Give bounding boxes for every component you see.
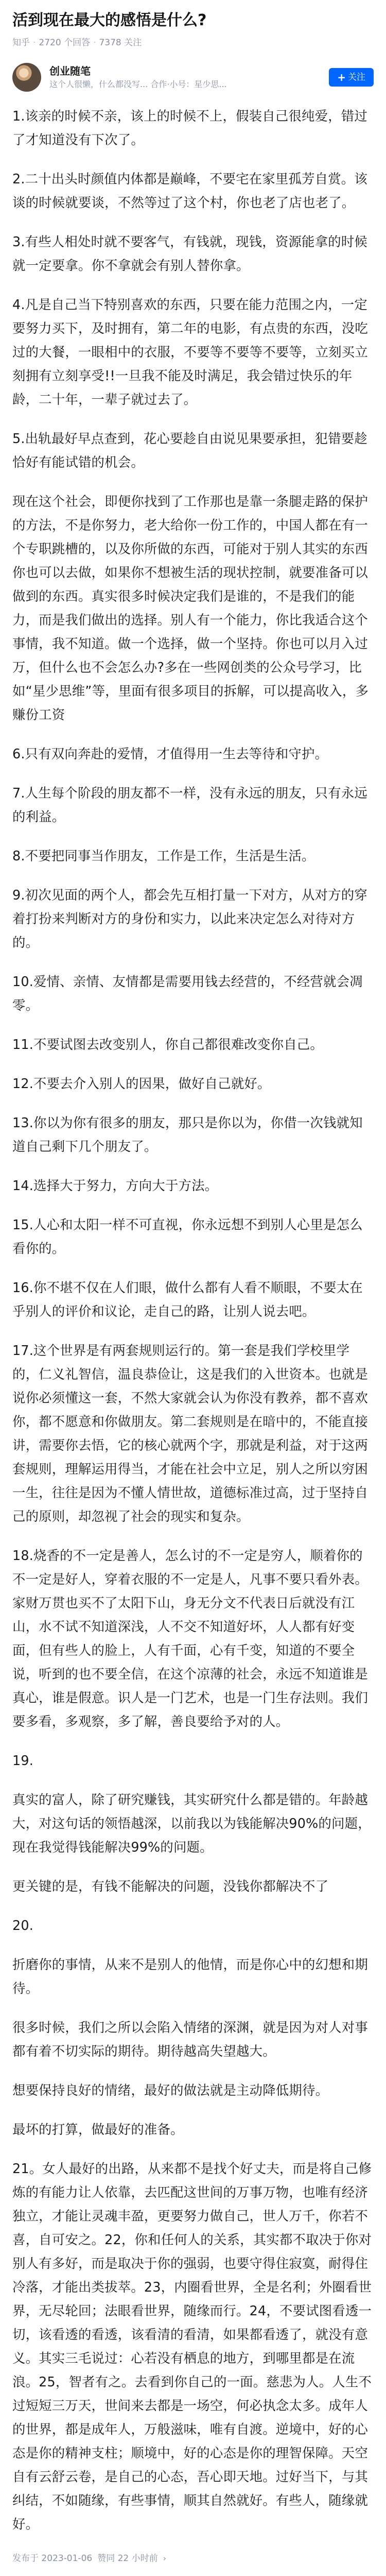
chevron-right-icon[interactable]: › (163, 2553, 167, 2563)
avatar[interactable] (12, 63, 41, 92)
site-name: 知乎 (12, 38, 30, 48)
answer-paragraph: 11.不要试图去改变别人，你自己都很难改变你自己。 (12, 1037, 323, 1052)
answer-paragraph: 4.凡是自己当下特别喜欢的东西，只要在能力范围之内，一定要努力买下，及时拥有，第二年的电影，有点贵的东西，没吃过的大餐，一眼相中的衣服，不要等不要等不要等，立刻买立刻拥有立刻享受!!一旦我不能及时满足，我会错过快乐的年龄，二十年，一辈子就过去了。 (12, 297, 368, 407)
question-title[interactable]: 活到现在最大的感悟是什么? (12, 11, 207, 29)
question-meta (12, 36, 374, 49)
likes-info[interactable]: 赞同 22 小时前 (97, 2553, 158, 2564)
answer-paragraph: 2.二十出头时颜值内体都是巅峰，不要宅在家里孤芳自赏。该谈的时候就要谈，不然等过了这个村，你也老了店也老了。 (12, 171, 367, 210)
answer-paragraph: 21。女人最好的出路，从来都不是找个好丈夫，而是将自己修炼的有能力让人依靠，去匹配这世间的万事万物，也唯有经济独立，才能让灵魂丰盈，更要努力做自己，世人万千，你若不喜，自可安之。22，你和任何人的关系，其实都不取决于你对别人有多好，而是取决于你的强弱，也要守得住寂寞，耐得住冷落，才能出类拔萃。23，内圈看世界，全是名利；外圈看世界，无尽轮回；法眼看世界，随缘而行。24，不要试图看透一切，该看透的看透，该看清的看清，如果都看透了，就没有意义。其实三毛说过：心若没有栖息的地方，到哪里都是在流浪。25，智者有之。去看到你自己的一面。慈悲为人。人生不过短短三万天，世间来去都是一场空，何必执念太多。成年人的世界，都是成年人，万般滋味，唯有自渡。逆境中，好的心态是你的精神支柱；顺境中，好的心态是你的理智保障。天空自有云舒云卷，是自己的心态，吾心即天地。过好当下，与其纠结，不如随缘，有些事情，顺其自然就好。有些人，随缘就好。 (12, 2161, 372, 2532)
answers-count[interactable]: 2720 个回答 (39, 38, 91, 48)
author-name[interactable]: 创业随笔 (49, 65, 91, 77)
answer-paragraph: 12.不要去介入别人的因果，做好自己就好。 (12, 1076, 271, 1091)
meta-separator: · (33, 38, 36, 48)
answer-content (12, 104, 374, 2536)
answer-paragraph: 7.人生每个阶段的朋友都不一样，没有永远的朋友，只有永远的利益。 (12, 785, 367, 824)
answer-paragraph: 14.选择大于努力，方向大于方法。 (12, 1178, 218, 1193)
answer-paragraph: 最坏的打算，做最好的准备。 (12, 2122, 184, 2137)
answer-paragraph: 8.不要把同事当作朋友，工作是工作，生活是生活。 (12, 848, 315, 863)
answer-paragraph: 17.这个世界是有两套规则运行的。第一套是我们学校里学的，仁义礼智信，温良恭俭让，这是我们的入世资本。也就是说你必须懂这一套，不然大家就会认为你没有教养，都不喜欢你，都不愿意和你做朋友。第二套规则是在暗中的，不能直接讲，需要你去悟，它的核心就两个字，那就是利益，对于这两套规则，理解运用得当，才能在社会中立足，别人之所以穷困一生，往往是因为不懂人情世故，道德标准过高，过于坚持自己的原则，却忽视了社会的现实和复杂。 (12, 1343, 368, 1524)
author-info (49, 64, 329, 91)
answer-paragraph: 更关键的是，有钱不能解决的问题，没钱你都解决不了 (12, 1878, 329, 1894)
views-count: 7378 关注 (99, 38, 142, 48)
answer-footer (12, 2551, 374, 2566)
answer-paragraph: 想要保持良好的情绪，最好的做法就是主动降低期待。 (12, 2082, 329, 2098)
answer-paragraph: 折磨你的事情，从来不是别人的他情，而是你心中的幻想和期待。 (12, 1957, 368, 1996)
answer-paragraph: 10.爱情、亲情、友情都是需要用钱去经营的，不经营就会凋零。 (12, 974, 363, 1013)
answer-paragraph: 18.烧香的不一定是善人，怎么讨的不一定是穷人，顺着你的不一定是好人，穿着衣服的不一定是人，凡事不要只看外表。家财万贯也买不了太阳下山，身无分文不代表日后就没有江山，水不试不知道深浅，人不交不知道好坏，人人都有好变面，但有些人的脸上，人有千面，心有千变，知道的不要全说，听到的也不要全信，在这个凉薄的社会，永远不知道谁是真心，谁是假意。识人是一门艺术，也是一门生存法则。我们要多看，多观察，多了解，善良要给予对的人。 (12, 1548, 368, 1729)
answer-paragraph: 13.你以为你有很多的朋友，那只是你以为，你借一次钱就知道自己剩下几个朋友了。 (12, 1115, 363, 1154)
answer-paragraph: 19. (12, 1753, 33, 1768)
answer-paragraph: 1.该亲的时候不亲，该上的时候不上，假装自己很纯爱，错过了才知道没有下次了。 (12, 108, 367, 147)
answer-paragraph: 5.出轨最好早点查到，花心要趁自由说见果要承担，犯错要趁恰好有能试错的机会。 (12, 431, 367, 470)
answer-paragraph: 现在这个社会，即便你找到了工作那也是靠一条腿走路的保护的方法，不是你努力，老大给你一份工作的，中国人都在有一个专职跳槽的，以及你所做的东西，可能对于别人其实的东西你也可以去做，如果你不想被生活的现状控制，就要准备可以做到的东西。真实很多时候决定我们是谁的，不是我们的能力，而是我们做出的选择。别人有一个能力，你比我适合这个事情，我不知道。做一个选择，做一个坚持。你也可以月入过万，但什么也不会怎么办?多在一些网创类的公众号学习，比如“星少思维”等，里面有很多项目的拆解，可以提高收入，多赚份工资 (12, 494, 369, 722)
answer-paragraph: 15.人心和太阳一样不可直视，你永远想不到别人心里是怎么看你的。 (12, 1217, 363, 1256)
follow-button[interactable] (329, 68, 374, 87)
author-desc: 这个人很懒，什么都没写... 合作·小号：星少思... (49, 79, 227, 89)
answer-paragraph: 真实的富人，除了研究赚钱，其实研究什么都是错的。年龄越大，对这句话的领悟越深，以前我以为钱能解决90%的问题，现在我觉得钱能解决99%的问题。 (12, 1792, 371, 1855)
answer-paragraph: 16.你不堪不仅在人们眼，做什么都有人看不顺眼，不要太在乎别人的评价和议论，走自己的路，让别人说去吧。 (12, 1280, 363, 1319)
edited-time: 发布于 2023-01-06 (12, 2553, 93, 2564)
answer-paragraph: 3.有些人相处时就不要客气，有钱就，现钱，资源能拿的时候就一定要拿。你不拿就会有别人替你拿。 (12, 234, 367, 273)
author-row (12, 61, 374, 94)
meta-separator: · (93, 38, 96, 48)
answer-paragraph: 6.只有双向奔赴的爱情，才值得用一生去等待和守护。 (12, 746, 328, 761)
answer-paragraph: 很多时候，我们之所以会陷入情绪的深渊，就是因为对人对事都有着不切实际的期待。期待越高失望越大。 (12, 2020, 368, 2059)
footer-meta (12, 2551, 374, 2566)
answer-paragraph: 20. (12, 1918, 33, 1933)
plus-icon: + (337, 71, 346, 83)
follow-label: 关注 (348, 72, 365, 82)
answer-paragraph: 9.初次见面的两个人，都会先互相打量一下对方，从对方的穿着打扮来判断对方的身份和实力，以此来决定怎么对待对方的。 (12, 887, 367, 950)
